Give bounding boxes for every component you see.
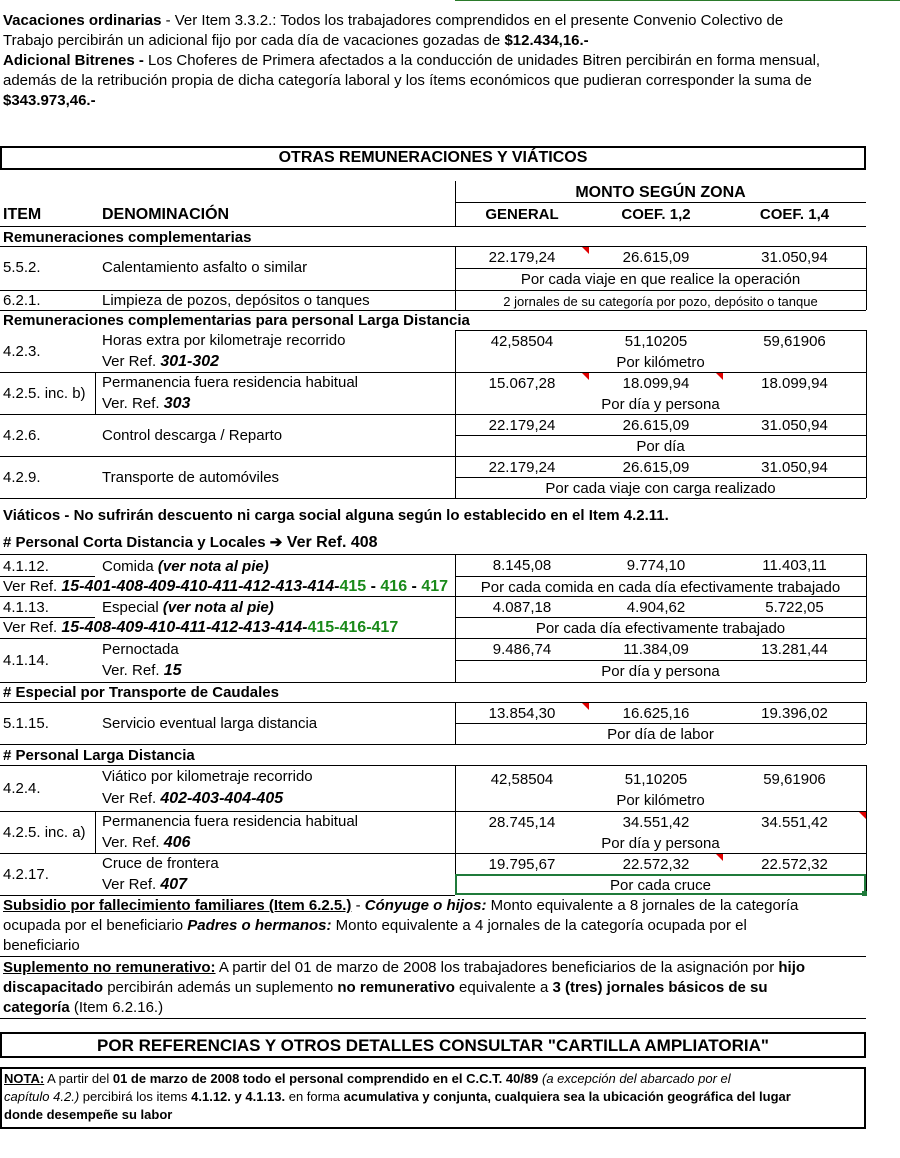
item-cell: 4.1.13. bbox=[3, 599, 49, 616]
ref-cell: Ver. Ref. 406 bbox=[102, 834, 191, 851]
row-line bbox=[0, 1018, 866, 1019]
coef12-value: 16.625,16 bbox=[622, 705, 690, 722]
bitrenes-title: Adicional Bitrenes - bbox=[3, 52, 149, 69]
row-line bbox=[455, 268, 866, 269]
item-cell: 4.2.17. bbox=[3, 866, 49, 883]
coef14-value: 31.050,94 bbox=[761, 249, 828, 266]
row-line bbox=[455, 723, 866, 724]
row-line bbox=[455, 477, 866, 478]
vacaciones-title: Vacaciones ordinarias bbox=[3, 12, 162, 29]
item-cell: 4.2.5. inc. b) bbox=[3, 385, 86, 402]
note-cell: Por cada cruce bbox=[610, 877, 711, 894]
row-line bbox=[0, 638, 866, 639]
row-line bbox=[455, 660, 866, 661]
nota-label: NOTA: bbox=[4, 1071, 45, 1086]
coef14-value: 5.722,05 bbox=[765, 599, 824, 616]
arrow-right-icon: ➔ bbox=[269, 534, 283, 551]
note-cell: Por día y persona bbox=[601, 835, 720, 852]
vacaciones-amount: $12.434,16.- bbox=[504, 32, 589, 49]
denom-cell: Permanencia fuera residencia habitual bbox=[102, 374, 358, 391]
denom-cell: Permanencia fuera residencia habitual bbox=[102, 813, 358, 830]
comment-marker bbox=[582, 703, 589, 710]
note-cell: Por día bbox=[636, 438, 685, 455]
row-line bbox=[0, 554, 866, 555]
coef12-value: 22.572,32 bbox=[622, 856, 690, 873]
row-line bbox=[0, 310, 866, 311]
coef12-value: 26.615,09 bbox=[622, 249, 690, 266]
coef14-value: 34.551,42 bbox=[761, 814, 828, 831]
coef14-value: 31.050,94 bbox=[761, 417, 828, 434]
coef12-value: 4.904,62 bbox=[626, 599, 686, 616]
row-line bbox=[0, 414, 866, 415]
coef12-value: 51,10205 bbox=[624, 333, 688, 350]
col-line bbox=[866, 765, 867, 811]
denom-cell: Comida (ver nota al pie) bbox=[102, 558, 269, 575]
row-line bbox=[0, 498, 866, 499]
ref-cell: Ver. Ref. 303 bbox=[102, 395, 191, 412]
col-line bbox=[866, 853, 867, 895]
denom-cell: Pernoctada bbox=[102, 641, 179, 658]
row-line bbox=[455, 330, 866, 331]
col-line bbox=[866, 414, 867, 456]
section-remuneraciones-ld: Remuneraciones complementarias para personal Larga Distancia bbox=[3, 312, 470, 329]
vacaciones-paragraph bbox=[3, 11, 898, 111]
denom-cell: Transporte de automóviles bbox=[102, 469, 280, 486]
denom-cell: Viático por kilometraje recorrido bbox=[102, 768, 313, 785]
table-title: OTRAS REMUNERACIONES Y VIÁTICOS bbox=[278, 149, 588, 166]
comment-marker bbox=[582, 247, 589, 254]
denom-cell: Servicio eventual larga distancia bbox=[102, 715, 318, 732]
coef14-value: 59,61906 bbox=[763, 333, 826, 350]
coef14-value: 19.396,02 bbox=[761, 705, 828, 722]
coef12-value: 26.615,09 bbox=[622, 417, 690, 434]
general-value: 9.486,74 bbox=[492, 641, 552, 658]
denom-cell: Especial (ver nota al pie) bbox=[102, 599, 274, 616]
general-value: 22.179,24 bbox=[488, 249, 556, 266]
section-remuneraciones: Remuneraciones complementarias bbox=[3, 229, 252, 246]
referencias-banner: POR REFERENCIAS Y OTROS DETALLES CONSULTAR "CARTILLA AMPLIATORIA" bbox=[97, 1036, 769, 1055]
ref-cell: Ver Ref. 15-408-409-410-411-412-413-414-415-416-417 bbox=[3, 619, 399, 636]
coef14-value: 18.099,94 bbox=[761, 375, 828, 392]
header-line-1 bbox=[455, 202, 866, 203]
row-line bbox=[455, 435, 866, 436]
coef14-value: 59,61906 bbox=[763, 771, 826, 788]
general-header: GENERAL bbox=[485, 206, 559, 223]
note-cell: Por cada viaje con carga realizado bbox=[545, 480, 776, 497]
section-larga-distancia: # Personal Larga Distancia bbox=[3, 747, 195, 764]
note-cell: Por kilómetro bbox=[616, 354, 705, 371]
general-value: 22.179,24 bbox=[488, 417, 556, 434]
note-cell: Por cada comida en cada día efectivamente trabajado bbox=[480, 579, 841, 596]
subsidio-paragraph: Subsidio por fallecimiento familiares (Item 6.2.5.) - Cónyuge o hijos: Monto equivalente a 8 jornales de la categoría ocupada por el beneficiario Padres o hermanos: Monto equivalente a 4 jornales de la categoría ocupada por el beneficiario bbox=[3, 897, 799, 954]
coef14-value: 31.050,94 bbox=[761, 459, 828, 476]
row-line bbox=[0, 853, 866, 854]
item-cell: 4.1.14. bbox=[3, 652, 49, 669]
comment-marker bbox=[582, 373, 589, 380]
coef14-header: COEF. 1,4 bbox=[759, 206, 830, 223]
col-line bbox=[866, 638, 867, 682]
coef14-value: 11.403,11 bbox=[762, 557, 827, 574]
row-line bbox=[0, 744, 866, 745]
denominacion-header: DENOMINACIÓN bbox=[102, 206, 230, 223]
col-line bbox=[95, 372, 96, 414]
col-line bbox=[95, 811, 96, 853]
row-line bbox=[0, 290, 866, 291]
note-cell: Por cada día efectivamente trabajado bbox=[535, 620, 786, 637]
ref-cell: Ver Ref. 407 bbox=[102, 876, 188, 893]
coef12-value: 11.384,09 bbox=[623, 641, 689, 658]
viaticos-heading: Viáticos - No sufrirán descuento ni carga social alguna según lo establecido en el Item 4.2.11. bbox=[3, 507, 669, 524]
coef14-value: 13.281,44 bbox=[761, 641, 828, 658]
note-cell: 2 jornales de su categoría por pozo, depósito o tanque bbox=[503, 294, 818, 309]
coef12-header: COEF. 1,2 bbox=[621, 206, 691, 223]
ref-cell: Ver Ref. 15-401-408-409-410-411-412-413-414-415 - 416 - 417 bbox=[3, 578, 449, 595]
general-value: 13.854,30 bbox=[488, 705, 556, 722]
vacaciones-text-2: Trabajo percibirán un adicional fijo por cada día de vacaciones gozadas de bbox=[3, 32, 505, 49]
row-line bbox=[455, 576, 866, 577]
bitrenes-text-2: además de la retribución propia de dicha categoría laboral y los ítems económicos que pudieran corresponder la suma de bbox=[3, 72, 812, 89]
denom-cell: Control descarga / Reparto bbox=[102, 427, 283, 444]
col-line bbox=[866, 702, 867, 744]
subsidio-title: Subsidio por fallecimiento familiares (Item 6.2.5.) bbox=[3, 897, 352, 914]
coef12-value: 51,10205 bbox=[624, 771, 688, 788]
item-cell: 4.1.12. bbox=[3, 558, 49, 575]
general-value: 8.145,08 bbox=[492, 557, 552, 574]
item-cell: 4.2.5. inc. a) bbox=[3, 824, 86, 841]
monto-header: MONTO SEGÚN ZONA bbox=[575, 184, 746, 201]
note-cell: Por cada viaje en que realice la operación bbox=[520, 271, 801, 288]
row-line bbox=[0, 372, 866, 373]
comment-marker bbox=[859, 812, 866, 819]
coef12-value: 26.615,09 bbox=[622, 459, 690, 476]
item-cell: 4.2.9. bbox=[3, 469, 41, 486]
suplemento-paragraph: Suplemento no remunerativo: A partir del 01 de marzo de 2008 los trabajadores beneficiarios de la asignación por hijo discapacitado percibirán además un suplemento no remunerativo equivalente a 3 (tres) jornales básicos de su categoría (Item 6.2.16.) bbox=[3, 959, 806, 1016]
col-line bbox=[866, 811, 867, 853]
col-line bbox=[866, 456, 867, 498]
note-cell: Por día y persona bbox=[601, 396, 720, 413]
coef12-value: 18.099,94 bbox=[622, 375, 690, 392]
note-cell: Por día de labor bbox=[607, 726, 714, 743]
item-cell: 4.2.3. bbox=[3, 343, 41, 360]
col-line bbox=[866, 290, 867, 310]
coef14-value: 22.572,32 bbox=[761, 856, 828, 873]
coef12-value: 34.551,42 bbox=[622, 814, 690, 831]
general-value: 4.087,18 bbox=[492, 599, 552, 616]
general-value: 28.745,14 bbox=[488, 814, 556, 831]
item-cell: 4.2.6. bbox=[3, 427, 41, 444]
top-edge-line bbox=[455, 0, 900, 1]
row-line bbox=[455, 617, 866, 618]
row-line bbox=[0, 617, 95, 618]
row-line bbox=[0, 596, 866, 597]
row-line bbox=[0, 456, 866, 457]
col-line bbox=[866, 596, 867, 638]
col-line bbox=[866, 330, 867, 372]
general-value: 19.795,67 bbox=[488, 856, 556, 873]
general-value: 42,58504 bbox=[490, 771, 554, 788]
ref-cell: Ver Ref. 402-403-404-405 bbox=[102, 790, 284, 807]
row-line bbox=[0, 576, 95, 577]
item-cell: 6.2.1. bbox=[3, 292, 41, 309]
denom-cell: Cruce de frontera bbox=[102, 855, 219, 872]
note-cell: Por día y persona bbox=[601, 663, 720, 680]
col-line bbox=[866, 554, 867, 596]
item-cell: 5.5.2. bbox=[3, 259, 41, 276]
nota-paragraph: NOTA: A partir del 01 de marzo de 2008 todo el personal comprendido en el C.C.T. 40/89 (a excepción del abarcado por el capítulo 4.2.) percibirá los items 4.1.12. y 4.1.13. en forma acumulativa y conjunta, cualquiera sea la ubicación geográfica del lugar donde desempeñe su labor bbox=[4, 1071, 791, 1122]
row-line bbox=[0, 811, 866, 812]
row-line bbox=[0, 765, 866, 766]
ref-cell: Ver Ref. 301-302 bbox=[102, 353, 220, 370]
bitrenes-text: Los Choferes de Primera afectados a la conducción de unidades Bitren percibirán en forma mensual, bbox=[148, 52, 821, 69]
note-cell: Por kilómetro bbox=[616, 792, 705, 809]
denom-cell: Limpieza de pozos, depósitos o tanques bbox=[102, 292, 370, 309]
row-line bbox=[0, 956, 866, 957]
section-caudales: # Especial por Transporte de Caudales bbox=[3, 684, 279, 701]
row-line bbox=[0, 702, 866, 703]
comment-marker bbox=[716, 854, 723, 861]
col-line bbox=[866, 372, 867, 414]
general-value: 15.067,28 bbox=[488, 375, 556, 392]
denom-cell: Horas extra por kilometraje recorrido bbox=[102, 332, 346, 349]
general-value: 42,58504 bbox=[490, 333, 554, 350]
row-line bbox=[0, 682, 866, 683]
item-header: ITEM bbox=[3, 206, 42, 223]
vacaciones-text: - Ver Item 3.3.2.: Todos los trabajadores comprendidos en el presente Convenio Colectivo de bbox=[161, 12, 784, 29]
header-line-2 bbox=[0, 226, 866, 227]
suplemento-title: Suplemento no remunerativo: bbox=[3, 959, 216, 976]
row-line bbox=[0, 246, 866, 247]
ref-cell: Ver. Ref. 15 bbox=[102, 662, 182, 679]
coef12-value: 9.774,10 bbox=[626, 557, 686, 574]
denom-cell: Calentamiento asfalto o similar bbox=[102, 259, 308, 276]
item-cell: 5.1.15. bbox=[3, 715, 49, 732]
general-value: 22.179,24 bbox=[488, 459, 556, 476]
item-cell: 4.2.4. bbox=[3, 780, 41, 797]
bitrenes-amount: $343.973,46.- bbox=[3, 92, 96, 109]
section-corta-distancia: # Personal Corta Distancia y Locales ➔ Ver Ref. 408 bbox=[3, 534, 378, 551]
col-line bbox=[866, 246, 867, 290]
comment-marker bbox=[716, 373, 723, 380]
